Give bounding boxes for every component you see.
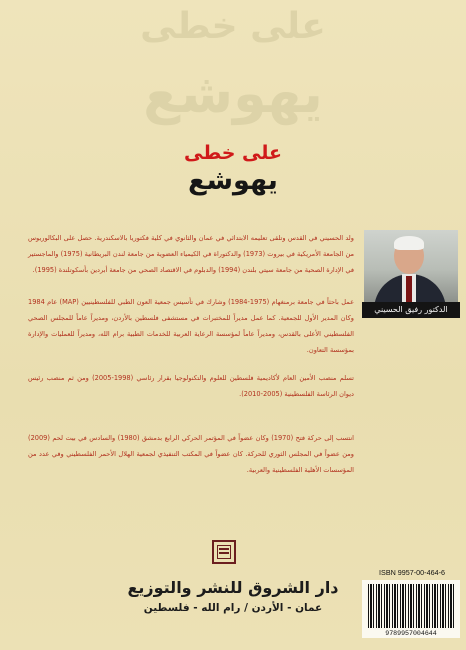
author-caption: الدكتور رفيق الحسيني — [362, 302, 460, 318]
publisher-cities: عمان - الأردن / رام الله - فلسطين — [143, 602, 323, 614]
isbn-label: ISBN 9957-00-464-6 — [379, 568, 445, 577]
author-photo-tie — [406, 276, 412, 302]
bio-paragraph-1: ولد الحسيني في القدس وتلقى تعليمه الابتدائي في عمان والثانوي في كلية فكتوريا بالاسكندرية. حصل على البكالوريوس من الجامعة الأمريكية في بيروت (1973) والدكتوراة في الكيمياء العضوية من جامعة لندن البريطانية (1975) والماجستير في الإدارة الصحية من جامعة سيتي بلندن (1994) والدبلوم في الاقتصاد الصحي من جامعة أبردين بأسكوتلندة (1995). — [28, 234, 355, 274]
publisher-logo-glyph-2 — [219, 552, 229, 554]
publisher-name: دار الشروق للنشر والتوزيع — [127, 578, 339, 597]
author-photo-hair — [394, 236, 424, 250]
watermark-title-line2: يهوشع — [143, 62, 323, 125]
title-line1: على خطى — [184, 142, 282, 164]
title-line2: يهوشع — [188, 165, 278, 196]
publisher-logo — [212, 540, 236, 564]
bio-paragraph-3: تسلم منصب الأمين العام لأكاديمية فلسطين للعلوم والتكنولوجيا بقرار رئاسي (1998-2005) ومن ثم منصب رئيس ديوان الرئاسة الفلسطينية (2005-2010). — [28, 374, 354, 398]
barcode-bars — [368, 584, 454, 628]
author-photo — [364, 230, 458, 302]
isbn-barcode — [362, 580, 460, 638]
bio-paragraph-4: انتسب إلى حركة فتح (1970) وكان عضواً في المؤتمر الحركي الرابع بدمشق (1980) والسادس في بيت لحم (2009) ومن عضواً في المجلس الثوري للحركة. كان عضواً في المكتب التنفيذي لجمعية الهلال الأحمر الفلسطيني وفي عدد من المؤسسات الأهلية الفلسطينية والعربية. — [28, 434, 354, 474]
watermark-title-line1: على خطى — [140, 6, 326, 47]
publisher-logo-glyph-1 — [219, 548, 229, 550]
bio-paragraph-2: عمل باحثاً في جامعة برمنغهام (1975-1984) وشارك في تأسيس جمعية العون الطبي للفلسطينيين (MAP) عام 1984 وكان المدير الأول للجمعية. كما عمل مديراً للمختبرات في مستشفى فلسطين بالأردن، ومديراً عاماً للمجلس الصحي الفلسطيني الأعلى بالقدس، ومديراً عاماً لمؤسسة الرعاية العربية للخدمات الطبية برام الله، ومديراً للعمليات والإدارة بمؤسسة التعاون. — [28, 298, 354, 354]
barcode-number: 9789957004644 — [385, 630, 437, 637]
